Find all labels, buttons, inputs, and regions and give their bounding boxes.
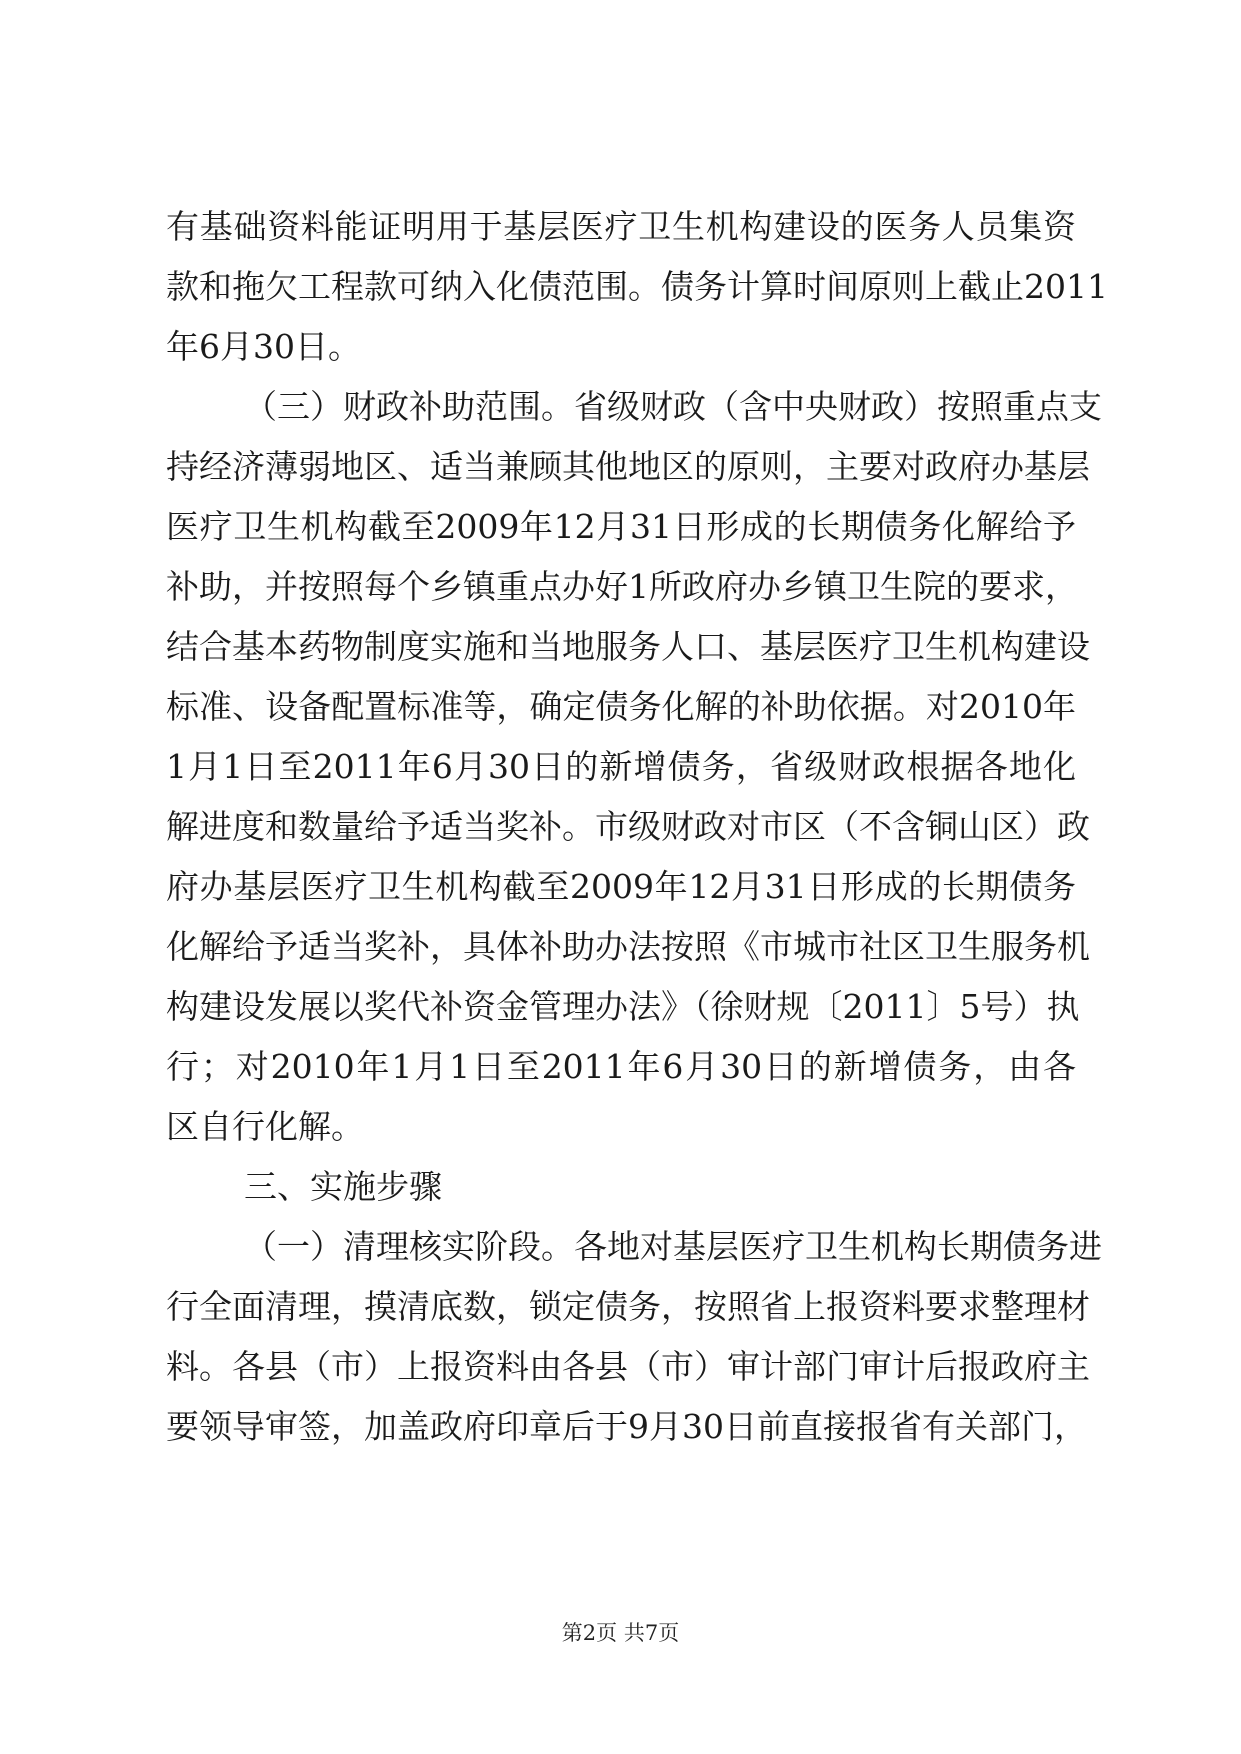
body-line: 结合基本药物制度实施和当地服务人口、基层医疗卫生机构建设 — [166, 627, 1090, 666]
body-line: 年6月30日。 — [166, 327, 361, 366]
body-line: 款和拖欠工程款可纳入化债范围。债务计算时间原则上截止2011 — [166, 267, 1108, 306]
body-line: 府办基层医疗卫生机构截至2009年12月31日形成的长期债务 — [166, 867, 1076, 906]
body-line: 持经济薄弱地区、适当兼顾其他地区的原则，主要对政府办基层 — [166, 447, 1090, 486]
body-line: 有基础资料能证明用于基层医疗卫生机构建设的医务人员集资 — [166, 207, 1076, 246]
page-number-footer: 第2页 共7页 — [561, 1621, 680, 1645]
paragraph-start-line: （一）清理核实阶段。各地对基层医疗卫生机构长期债务进 — [244, 1227, 1102, 1266]
body-line: 医疗卫生机构截至2009年12月31日形成的长期债务化解给予 — [166, 507, 1076, 546]
body-line: 标准、设备配置标准等，确定债务化解的补助依据。对2010年 — [166, 687, 1076, 726]
body-line: 解进度和数量给予适当奖补。市级财政对市区（不含铜山区）政 — [166, 807, 1090, 846]
body-line: 行；对2010年1月1日至2011年6月30日的新增债务，由各 — [166, 1047, 1076, 1086]
body-line: 补助，并按照每个乡镇重点办好1所政府办乡镇卫生院的要求， — [166, 567, 1078, 606]
body-line: 化解给予适当奖补，具体补助办法按照《市城市社区卫生服务机 — [166, 927, 1090, 966]
body-line: 区自行化解。 — [166, 1107, 364, 1146]
body-line: 要领导审签，加盖政府印章后于9月30日前直接报省有关部门， — [166, 1407, 1087, 1446]
body-line: 料。各县（市）上报资料由各县（市）审计部门审计后报政府主 — [166, 1347, 1090, 1386]
body-line: 行全面清理，摸清底数，锁定债务，按照省上报资料要求整理材 — [166, 1287, 1090, 1326]
section-heading: 三、实施步骤 — [244, 1167, 442, 1206]
paragraph-start-line: （三）财政补助范围。省级财政（含中央财政）按照重点支 — [244, 387, 1102, 426]
body-line: 构建设发展以奖代补资金管理办法》（徐财规〔2011〕5号）执 — [166, 987, 1080, 1026]
body-line: 1月1日至2011年6月30日的新增债务，省级财政根据各地化 — [166, 747, 1076, 786]
